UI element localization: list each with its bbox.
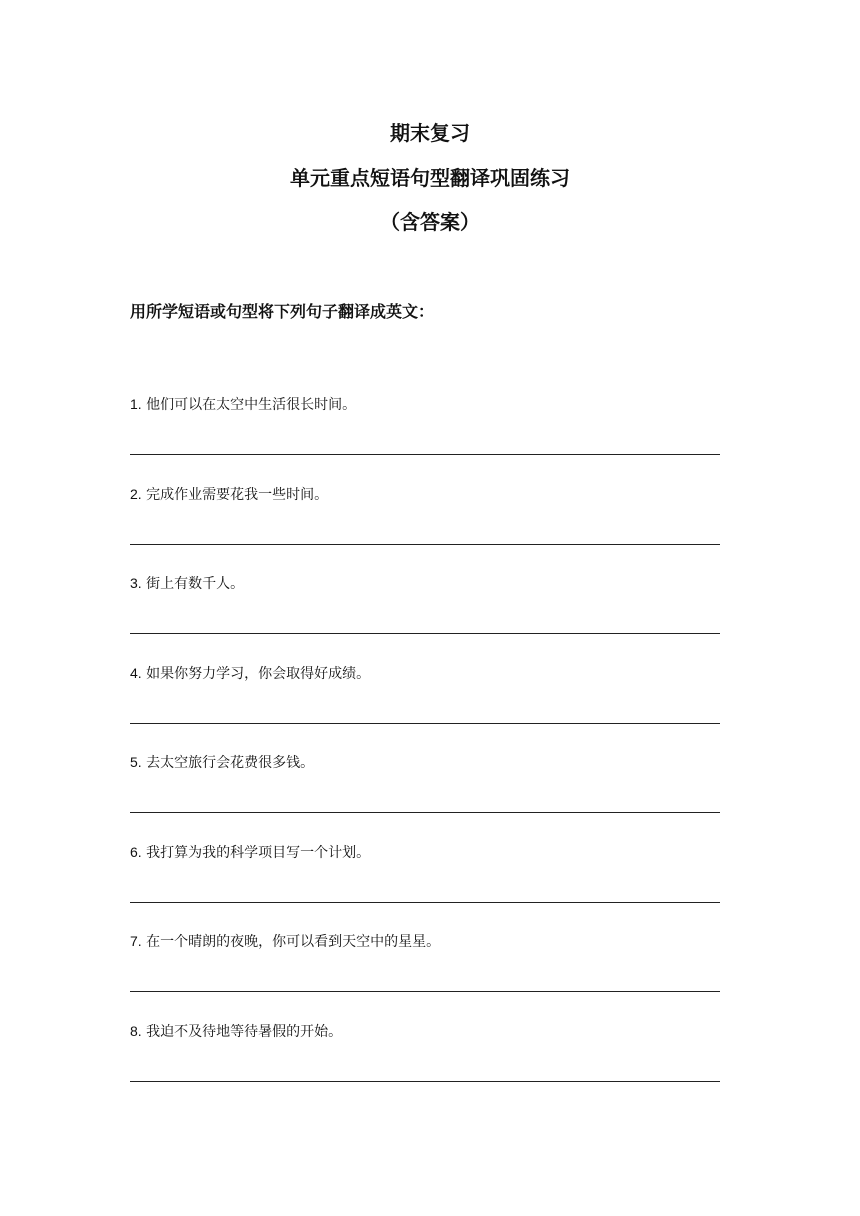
question-text — [130, 1022, 342, 1041]
document-subtitle: 单元重点短语句型翻译巩固练习 — [290, 166, 570, 190]
question-sentence: 如果你努力学习，你会取得好成绩。 — [146, 665, 371, 682]
question-number: 4. — [130, 664, 142, 681]
question-sentence: 他们可以在太空中生活很长时间。 — [146, 397, 357, 413]
question-sentence: 我迫不及待地等待暑假的开始。 — [146, 1023, 343, 1040]
question-number: 7. — [130, 933, 142, 949]
answer-note: （含答案） — [380, 210, 480, 234]
question-text — [130, 753, 314, 772]
question-item — [130, 1012, 720, 1102]
question-item — [130, 385, 720, 475]
answer-line[interactable] — [130, 544, 720, 545]
answer-line[interactable] — [130, 454, 720, 455]
question-number: 8. — [130, 1022, 142, 1039]
question-sentence: 街上有数千人。 — [146, 576, 245, 592]
question-text — [130, 574, 244, 593]
question-number: 1. — [130, 396, 142, 412]
question-text — [130, 843, 370, 862]
question-number: 3. — [130, 575, 142, 591]
question-number: 6. — [130, 843, 142, 860]
answer-line[interactable] — [130, 902, 720, 903]
answer-line[interactable] — [130, 991, 720, 992]
answer-line[interactable] — [130, 1081, 720, 1082]
question-item — [130, 922, 720, 1012]
question-text — [130, 664, 370, 683]
question-sentence: 在一个晴朗的夜晚，你可以看到天空中的星星。 — [146, 934, 441, 950]
question-sentence: 去太空旅行会花费很多钱。 — [146, 755, 315, 771]
question-text — [130, 932, 440, 951]
question-number: 2. — [130, 485, 142, 502]
answer-line[interactable] — [130, 723, 720, 724]
question-item — [130, 564, 720, 654]
question-item — [130, 654, 720, 744]
answer-line[interactable] — [130, 633, 720, 634]
answer-line[interactable] — [130, 812, 720, 813]
exercise-instruction: 用所学短语或句型将下列句子翻译成英文： — [130, 302, 435, 321]
question-sentence: 我打算为我的科学项目写一个计划。 — [146, 844, 371, 861]
question-item — [130, 833, 720, 923]
question-list — [130, 385, 720, 1101]
question-number: 5. — [130, 754, 142, 770]
question-sentence: 完成作业需要花我一些时间。 — [146, 486, 329, 503]
document-title: 期末复习 — [390, 121, 470, 145]
question-text — [130, 395, 356, 414]
question-item — [130, 743, 720, 833]
question-text — [130, 485, 328, 504]
question-item — [130, 475, 720, 565]
